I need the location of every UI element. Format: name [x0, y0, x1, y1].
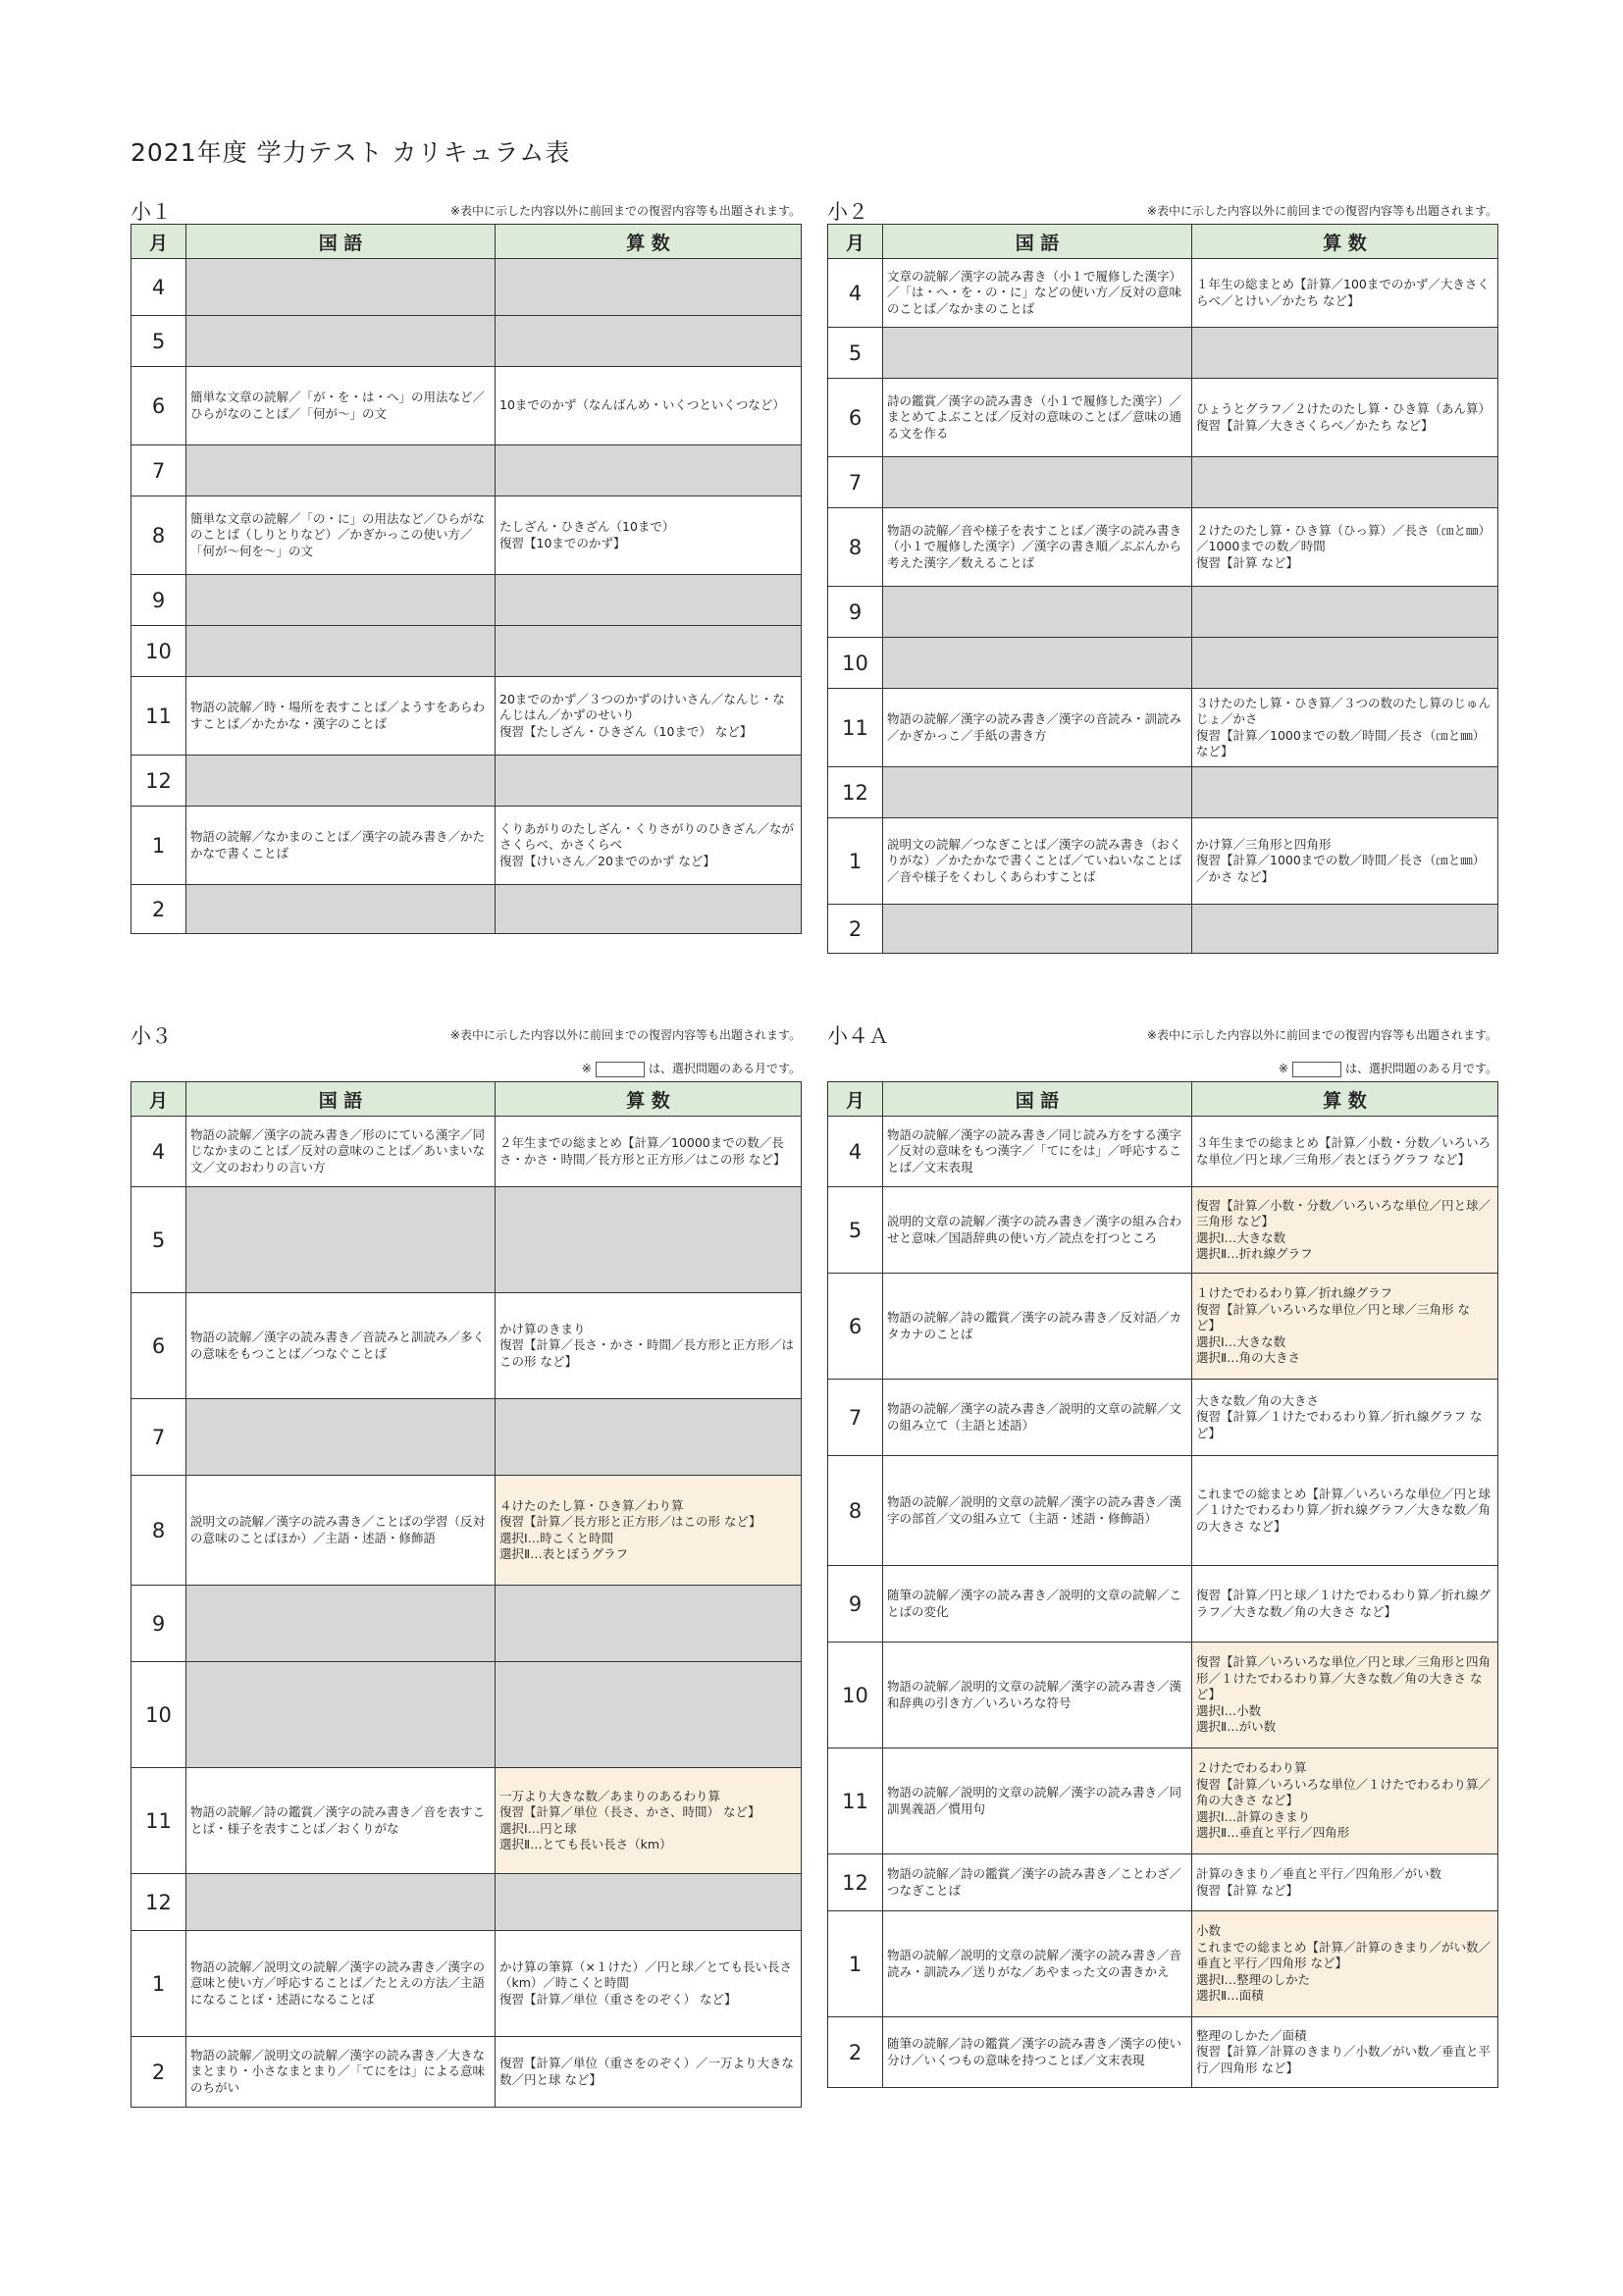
kokugo-header: 国 語	[186, 225, 496, 259]
kokugo-cell: 物語の読解／詩の鑑賞／漢字の読み書き／音を表すことば・様子を表すことば／おくりがな	[186, 1768, 496, 1874]
grade-label: 小１	[131, 200, 172, 224]
sansu-header: 算 数	[1192, 1082, 1498, 1117]
kokugo-cell: 物語の読解／漢字の読み書き／音読みと訓読み／多くの意味をもつことば／つなぐことば	[186, 1293, 496, 1399]
selection-note: ※ は、選択問題のある月です。	[581, 1062, 801, 1075]
month-header: 月	[828, 1082, 883, 1117]
kokugo-cell: 物語の読解／漢字の読み書き／漢字の音読み・訓読み／かぎかっこ／手紙の書き方	[883, 689, 1192, 767]
table-row	[828, 457, 1498, 508]
curriculum-table	[131, 1081, 802, 2108]
table-row	[828, 767, 1498, 818]
kokugo-cell: 物語の読解／説明的文章の読解／漢字の読み書き／音読み・訓読み／送りがな／あやまった文の書きかえ	[883, 1911, 1192, 2017]
kokugo-header: 国 語	[883, 1082, 1192, 1117]
kokugo-cell: 物語の読解／音や様子を表すことば／漢字の読み書き（小１で履修した漢字）／漢字の書き順／ぶぶんから考えた漢字／数えることば	[883, 508, 1192, 587]
month-cell: 6	[828, 1274, 883, 1380]
sansu-cell	[1192, 328, 1498, 379]
sansu-cell: 復習【計算／単位（重さをのぞく）／一万より大きな数／円と球 など】	[496, 2037, 802, 2108]
sansu-header: 算 数	[496, 225, 802, 259]
month-cell: 10	[131, 1662, 186, 1768]
kokugo-header: 国 語	[186, 1082, 496, 1117]
kokugo-cell	[186, 1187, 496, 1293]
sansu-cell: ２けたでわるわり算 復習【計算／いろいろな単位／１けたでわるわり算／角の大きさ など】 選択Ⅰ…計算のきまり 選択Ⅱ…垂直と平行／四角形	[1192, 1748, 1498, 1854]
month-cell: 6	[131, 367, 186, 445]
kokugo-cell: 物語の読解／説明文の読解／漢字の読み書き／漢字の意味と使い方／呼応することば／たとえの方法／主語になることば・述語になることば	[186, 1931, 496, 2037]
month-cell: 6	[828, 379, 883, 457]
sansu-cell	[496, 316, 802, 367]
table-row	[828, 587, 1498, 638]
table-row	[131, 445, 802, 496]
table-row	[828, 328, 1498, 379]
sansu-cell	[496, 259, 802, 316]
table-row	[131, 1117, 802, 1187]
table-row	[828, 259, 1498, 328]
kokugo-cell: 物語の読解／説明的文章の読解／漢字の読み書き／同訓異義語／慣用句	[883, 1748, 1192, 1854]
kokugo-cell: 物語の読解／漢字の読み書き／形のにている漢字／同じなかまのことば／反対の意味のことば／あいまいな文／文のおわりの言い方	[186, 1117, 496, 1187]
table-row	[131, 807, 802, 885]
month-cell: 11	[828, 689, 883, 767]
document-title: 2021年度 学力テスト カリキュラム表	[131, 138, 571, 167]
sansu-cell: かけ算のきまり 復習【計算／長さ・かさ・時間／長方形と正方形／はこの形 など】	[496, 1293, 802, 1399]
month-cell: 10	[828, 1643, 883, 1748]
table-row	[131, 259, 802, 316]
grade-label: 小４Ａ	[827, 1024, 889, 1048]
month-header: 月	[131, 225, 186, 259]
sansu-cell	[1192, 587, 1498, 638]
curriculum-table	[131, 224, 802, 934]
sansu-cell: 一万より大きな数／あまりのあるわり算 復習【計算／単位（長さ、かさ、時間） など】 選択Ⅰ…円と球 選択Ⅱ…とても長い長さ（km）	[496, 1768, 802, 1874]
kokugo-cell	[186, 259, 496, 316]
table-row	[131, 316, 802, 367]
review-note: ※表中に示した内容以外に前回までの復習内容等も出題されます。	[1146, 204, 1497, 218]
sansu-cell: ひょうとグラフ／２けたのたし算・ひき算（あん算） 復習【計算／大きさくらべ／かたち など】	[1192, 379, 1498, 457]
sansu-cell	[1192, 905, 1498, 954]
sansu-cell: ４けたのたし算・ひき算／わり算 復習【計算／長方形と正方形／はこの形 など】 選択Ⅰ…時こくと時間 選択Ⅱ…表とぼうグラフ	[496, 1476, 802, 1586]
sansu-cell: くりあがりのたしざん・くりさがりのひきざん／ながさくらべ、かさくらべ 復習【けいさん／20までのかず など】	[496, 807, 802, 885]
kokugo-cell	[186, 626, 496, 677]
month-cell: 2	[828, 2017, 883, 2088]
month-cell: 5	[131, 316, 186, 367]
kokugo-cell: 物語の読解／説明的文章の読解／漢字の読み書き／漢和辞典の引き方／いろいろな符号	[883, 1643, 1192, 1748]
kokugo-cell	[186, 756, 496, 807]
month-cell: 6	[131, 1293, 186, 1399]
review-note: ※表中に示した内容以外に前回までの復習内容等も出題されます。	[1146, 1028, 1497, 1042]
month-cell: 7	[828, 457, 883, 508]
month-cell: 7	[131, 1399, 186, 1476]
sansu-cell: 10までのかず（なんばんめ・いくつといくつなど）	[496, 367, 802, 445]
selection-note: ※ は、選択問題のある月です。	[1278, 1062, 1497, 1075]
table-row	[131, 575, 802, 626]
month-cell: 9	[131, 575, 186, 626]
month-cell: 8	[828, 1456, 883, 1566]
sansu-cell	[496, 885, 802, 934]
kokugo-cell: 物語の読解／漢字の読み書き／説明的文章の読解／文の組み立て（主語と述語）	[883, 1380, 1192, 1456]
kokugo-cell: 物語の読解／漢字の読み書き／同じ読み方をする漢字／反対の意味をもつ漢字／「てにをは」／呼応することば／文末表現	[883, 1117, 1192, 1187]
table-row	[828, 818, 1498, 905]
table-row	[828, 905, 1498, 954]
sansu-cell: １けたでわるわり算／折れ線グラフ 復習【計算／いろいろな単位／円と球／三角形 など】 選択Ⅰ…大きな数 選択Ⅱ…角の大きさ	[1192, 1274, 1498, 1380]
month-cell: 10	[828, 638, 883, 689]
table-row	[131, 756, 802, 807]
sansu-cell	[496, 1586, 802, 1662]
table-row	[131, 1768, 802, 1874]
table-row	[828, 1854, 1498, 1911]
sansu-cell	[496, 626, 802, 677]
grade-label: 小２	[827, 200, 868, 224]
month-header: 月	[131, 1082, 186, 1117]
sansu-cell	[1192, 638, 1498, 689]
table-row	[828, 1456, 1498, 1566]
sansu-cell: 20までのかず／３つのかずのけいさん／なんじ・なんじはん／かずのせいり 復習【たしざん・ひきざん（10まで） など】	[496, 677, 802, 756]
kokugo-cell	[883, 328, 1192, 379]
kokugo-cell: 物語の読解／説明文の読解／漢字の読み書き／大きなまとまり・小さなまとまり／「てにをは」による意味のちがい	[186, 2037, 496, 2108]
month-cell: 5	[828, 1187, 883, 1274]
month-cell: 8	[131, 496, 186, 575]
month-cell: 1	[131, 1931, 186, 2037]
table-row	[828, 638, 1498, 689]
sansu-cell: かけ算の筆算（×１けた）／円と球／とても長い長さ（km）／時こくと時間 復習【計算／単位（重さをのぞく） など】	[496, 1931, 802, 2037]
table-row	[131, 1399, 802, 1476]
sansu-cell: 小数 これまでの総まとめ【計算／計算のきまり／がい数／垂直と平行／四角形 など】 選択Ⅰ…整理のしかた 選択Ⅱ…面積	[1192, 1911, 1498, 2017]
kokugo-cell	[186, 575, 496, 626]
kokugo-cell	[186, 316, 496, 367]
month-cell: 2	[131, 2037, 186, 2108]
sansu-cell: ３けたのたし算・ひき算／３つの数のたし算のじゅんじょ／かさ 復習【計算／1000までの数／時間／長さ（㎝と㎜） など】	[1192, 689, 1498, 767]
kokugo-cell: 物語の読解／なかまのことば／漢字の読み書き／かたかなで書くことば	[186, 807, 496, 885]
sansu-cell: １年生の総まとめ【計算／100までのかず／大きさくらべ／とけい／かたち など】	[1192, 259, 1498, 328]
table-row	[131, 1662, 802, 1768]
grade-section-2	[827, 196, 1497, 941]
month-cell: 11	[828, 1748, 883, 1854]
sansu-header: 算 数	[1192, 225, 1498, 259]
sansu-cell: 整理のしかた／面積 復習【計算／計算のきまり／小数／がい数／垂直と平行／四角形 など】	[1192, 2017, 1498, 2088]
kokugo-cell	[186, 1874, 496, 1931]
kokugo-cell: 物語の読解／詩の鑑賞／漢字の読み書き／反対語／カタカナのことば	[883, 1274, 1192, 1380]
month-cell: 7	[131, 445, 186, 496]
kokugo-cell	[883, 638, 1192, 689]
sansu-cell: ２年生までの総まとめ【計算／10000までの数／長さ・かさ・時間／長方形と正方形／はこの形 など】	[496, 1117, 802, 1187]
kokugo-cell	[186, 1586, 496, 1662]
month-cell: 4	[131, 1117, 186, 1187]
sansu-cell	[496, 1662, 802, 1768]
table-row	[828, 1911, 1498, 2017]
sansu-cell: 復習【計算／いろいろな単位／円と球／三角形と四角形／１けたでわるわり算／大きな数／角の大きさ など】 選択Ⅰ…小数 選択Ⅱ…がい数	[1192, 1643, 1498, 1748]
kokugo-cell: 物語の読解／説明的文章の読解／漢字の読み書き／漢字の部首／文の組み立て（主語・述語・修飾語）	[883, 1456, 1192, 1566]
sansu-cell: 復習【計算／円と球／１けたでわるわり算／折れ線グラフ／大きな数／角の大きさ など】	[1192, 1566, 1498, 1643]
table-row	[131, 1586, 802, 1662]
table-row	[131, 626, 802, 677]
month-cell: 9	[828, 1566, 883, 1643]
selection-legend-box	[1292, 1062, 1341, 1077]
table-row	[131, 677, 802, 756]
table-row	[131, 367, 802, 445]
month-cell: 12	[828, 1854, 883, 1911]
review-note: ※表中に示した内容以外に前回までの復習内容等も出題されます。	[449, 1028, 801, 1042]
table-row	[828, 1380, 1498, 1456]
sansu-cell	[496, 1399, 802, 1476]
table-row	[828, 689, 1498, 767]
sansu-cell	[1192, 457, 1498, 508]
table-row	[828, 1274, 1498, 1380]
sansu-cell	[496, 1187, 802, 1293]
table-row	[131, 1931, 802, 2037]
curriculum-table	[827, 224, 1498, 954]
table-row	[828, 2017, 1498, 2088]
table-row	[828, 1748, 1498, 1854]
kokugo-cell: 物語の読解／時・場所を表すことば／ようすをあらわすことば／かたかな・漢字のことば	[186, 677, 496, 756]
selection-legend-box	[596, 1062, 645, 1077]
month-cell: 1	[131, 807, 186, 885]
sansu-cell: 計算のきまり／垂直と平行／四角形／がい数 復習【計算 など】	[1192, 1854, 1498, 1911]
table-row	[828, 1566, 1498, 1643]
grade-label: 小３	[131, 1024, 172, 1048]
kokugo-cell	[186, 1399, 496, 1476]
kokugo-cell: 物語の読解／詩の鑑賞／漢字の読み書き／ことわざ／つなぎことば	[883, 1854, 1192, 1911]
kokugo-cell	[186, 445, 496, 496]
month-cell: 9	[828, 587, 883, 638]
sansu-cell: 大きな数／角の大きさ 復習【計算／１けたでわるわり算／折れ線グラフ など】	[1192, 1380, 1498, 1456]
sansu-cell	[496, 575, 802, 626]
month-cell: 9	[131, 1586, 186, 1662]
kokugo-cell: 随筆の読解／詩の鑑賞／漢字の読み書き／漢字の使い分け／いくつもの意味を持つことば／文末表現	[883, 2017, 1192, 2088]
month-cell: 12	[131, 1874, 186, 1931]
table-row	[828, 1117, 1498, 1187]
table-row	[131, 496, 802, 575]
kokugo-cell	[883, 457, 1192, 508]
month-cell: 12	[131, 756, 186, 807]
table-row	[828, 508, 1498, 587]
kokugo-cell: 随筆の読解／漢字の読み書き／説明的文章の読解／ことばの変化	[883, 1566, 1192, 1643]
month-cell: 8	[828, 508, 883, 587]
sansu-cell: ３年生までの総まとめ【計算／小数・分数／いろいろな単位／円と球／三角形／表とぼうグラフ など】	[1192, 1117, 1498, 1187]
month-cell: 1	[828, 818, 883, 905]
kokugo-cell	[883, 905, 1192, 954]
month-cell: 4	[828, 1117, 883, 1187]
grade-section-1	[131, 196, 801, 921]
table-row	[131, 885, 802, 934]
table-row	[828, 1187, 1498, 1274]
month-cell: 7	[828, 1380, 883, 1456]
month-cell: 2	[131, 885, 186, 934]
table-row	[131, 1293, 802, 1399]
sansu-cell: ２けたのたし算・ひき算（ひっ算）／長さ（㎝と㎜）／1000までの数／時間 復習【計算 など】	[1192, 508, 1498, 587]
table-row	[131, 1476, 802, 1586]
kokugo-cell: 詩の鑑賞／漢字の読み書き（小１で履修した漢字）／まとめてよぶことば／反対の意味のことば／意味の通る文を作る	[883, 379, 1192, 457]
month-cell: 11	[131, 1768, 186, 1874]
month-cell: 1	[828, 1911, 883, 2017]
table-row	[828, 379, 1498, 457]
kokugo-cell	[186, 1662, 496, 1768]
month-cell: 12	[828, 767, 883, 818]
sansu-cell: かけ算／三角形と四角形 復習【計算／1000までの数／時間／長さ（㎝と㎜）／かさ など】	[1192, 818, 1498, 905]
month-cell: 5	[131, 1187, 186, 1293]
sansu-cell	[1192, 767, 1498, 818]
sansu-cell: これまでの総まとめ【計算／いろいろな単位／円と球／１けたでわるわり算／折れ線グラフ／大きな数／角の大きさ など】	[1192, 1456, 1498, 1566]
kokugo-cell	[883, 767, 1192, 818]
sansu-cell: 復習【計算／小数・分数／いろいろな単位／円と球／三角形 など】 選択Ⅰ…大きな数 選択Ⅱ…折れ線グラフ	[1192, 1187, 1498, 1274]
sansu-cell: たしざん・ひきざん（10まで） 復習【10までのかず】	[496, 496, 802, 575]
month-cell: 4	[131, 259, 186, 316]
grade-section-3	[131, 1020, 801, 2095]
kokugo-cell: 説明文の読解／つなぎことば／漢字の読み書き（おくりがな）／かたかなで書くことば／ていねいなことば／音や様子をくわしくあらわすことば	[883, 818, 1192, 905]
kokugo-cell: 文章の読解／漢字の読み書き（小１で履修した漢字）／「は・へ・を・の・に」などの使い方／反対の意味のことば／なかまのことば	[883, 259, 1192, 328]
grade-section-4a	[827, 1020, 1497, 2075]
sansu-header: 算 数	[496, 1082, 802, 1117]
kokugo-cell	[186, 885, 496, 934]
kokugo-header: 国 語	[883, 225, 1192, 259]
curriculum-table	[827, 1081, 1498, 2088]
review-note: ※表中に示した内容以外に前回までの復習内容等も出題されます。	[449, 204, 801, 218]
month-cell: 8	[131, 1476, 186, 1586]
kokugo-cell	[883, 587, 1192, 638]
sansu-cell	[496, 1874, 802, 1931]
table-row	[131, 2037, 802, 2108]
month-header: 月	[828, 225, 883, 259]
table-row	[131, 1874, 802, 1931]
month-cell: 10	[131, 626, 186, 677]
month-cell: 2	[828, 905, 883, 954]
table-row	[131, 1187, 802, 1293]
sansu-cell	[496, 756, 802, 807]
month-cell: 5	[828, 328, 883, 379]
kokugo-cell: 簡単な文章の読解／「の・に」の用法など／ひらがなのことば（しりとりなど）／かぎかっこの使い方／「何が～何を～」の文	[186, 496, 496, 575]
table-row	[828, 1643, 1498, 1748]
month-cell: 4	[828, 259, 883, 328]
kokugo-cell: 説明文の読解／漢字の読み書き／ことばの学習（反対の意味のことばほか）／主語・述語・修飾語	[186, 1476, 496, 1586]
month-cell: 11	[131, 677, 186, 756]
sansu-cell	[496, 445, 802, 496]
kokugo-cell: 簡単な文章の読解／「が・を・は・へ」の用法など／ひらがなのことば／「何が～」の文	[186, 367, 496, 445]
kokugo-cell: 説明的文章の読解／漢字の読み書き／漢字の組み合わせと意味／国語辞典の使い方／読点を打つところ	[883, 1187, 1192, 1274]
